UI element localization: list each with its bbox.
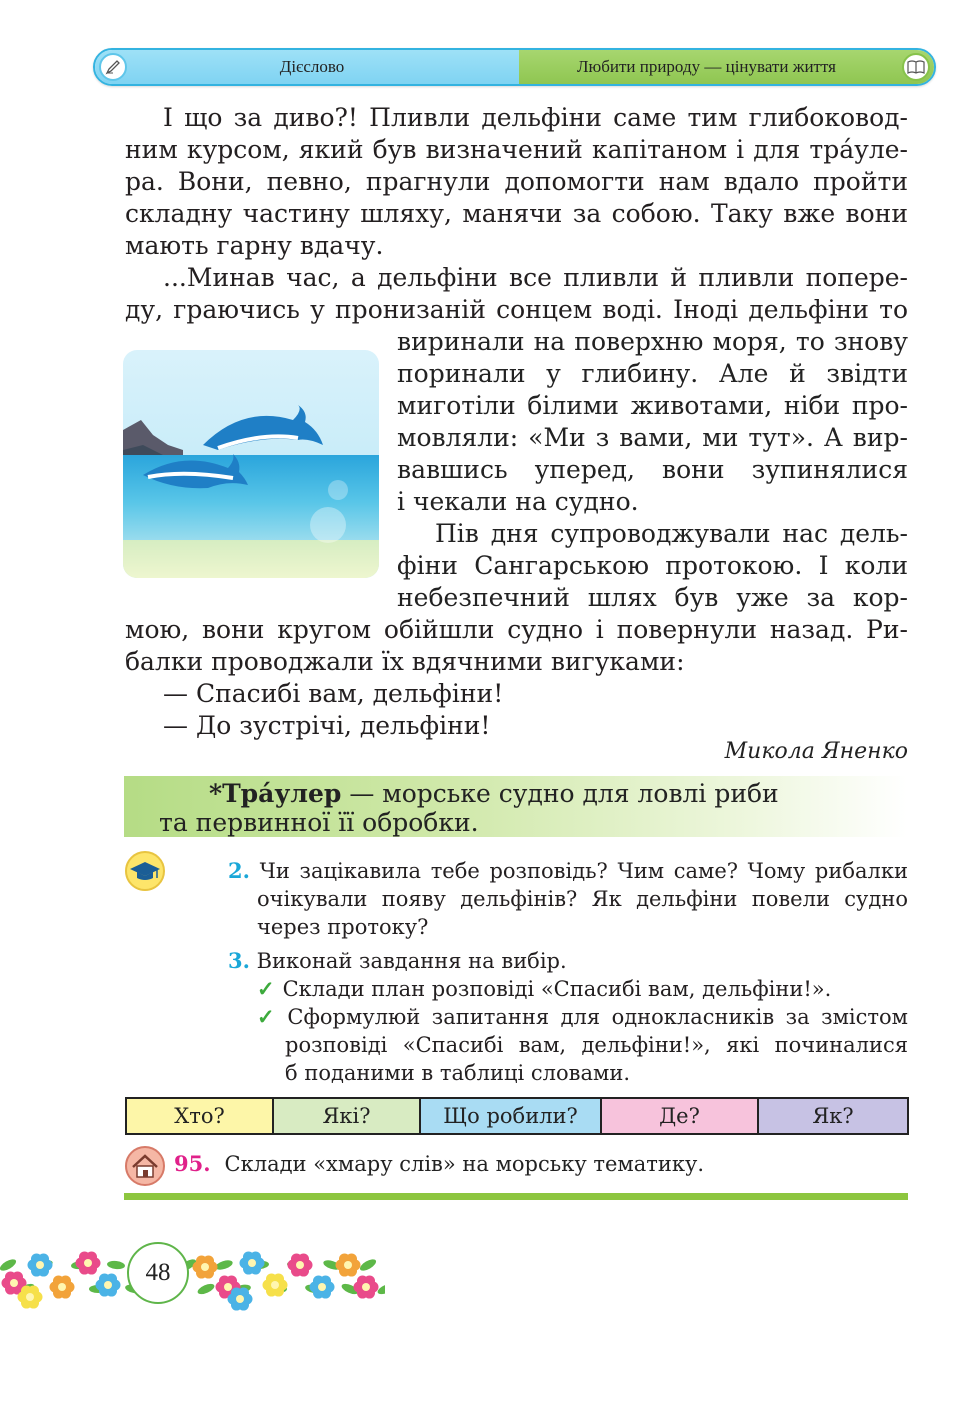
header-bar (93, 48, 936, 86)
task-3-sub-2-line-1: ✓ Сформулюй запитання для однокласників за змістом (257, 1004, 908, 1029)
table-cell: Хто? (127, 1099, 274, 1133)
check-icon: ✓ (257, 1004, 280, 1029)
task-3-sub-2-line-3: б поданими в таблиці словами. (285, 1061, 631, 1085)
leaf-shape (107, 1260, 126, 1270)
question-words-table (125, 1097, 909, 1135)
text-line: складну частину шляху, манячи за собою. Таку вже вони (125, 199, 908, 228)
header-right (519, 50, 934, 84)
flower-shape (288, 1253, 313, 1276)
text-line: ним курсом, який був визначений капітаном і для тра́уле- (125, 135, 908, 164)
glossary-line-2: та первинної її обробки. (159, 808, 479, 837)
task-2-line-2: очікували появу дельфінів? Як дельфіни повели судно (257, 887, 908, 911)
flower-shape (336, 1253, 361, 1276)
dialog-line: — Спасибі вам, дельфіни! (163, 679, 504, 708)
flower-shape (96, 1273, 121, 1296)
story-text-bottom (125, 614, 908, 742)
dolphins-illustration (123, 350, 379, 578)
text-line: мою, вони кругом обійшли судно і повернули назад. Ри- (125, 615, 908, 644)
exercise-text: Склади «хмару слів» на морську тематику. (224, 1152, 705, 1176)
text-line: і чекали на судно. (397, 487, 639, 516)
exercise-number: 95. (174, 1151, 211, 1176)
pen-icon (99, 53, 127, 81)
text-line: балки проводжали їх вдячними вигуками: (125, 647, 685, 676)
text-line: виринали на поверхню моря, то знову (397, 327, 908, 356)
text-line: небезпечний шлях був уже за кор- (397, 583, 908, 612)
glossary-line-1 (209, 779, 779, 809)
text-line: поринали у глибину. Але й звідти (397, 359, 908, 388)
leaf-shape (358, 1257, 378, 1273)
flower-garland-decoration (0, 1235, 385, 1315)
task-3-line: 3. Виконай завдання на вибір. (228, 948, 567, 973)
table-cell: Що робили? (421, 1099, 602, 1133)
header-unit-title: Любити природу — цінувати життя (576, 57, 836, 76)
text-line: ...Минав час, а дельфіни все пливли й пливли попере- (163, 263, 908, 292)
flower-shape (76, 1251, 101, 1274)
flower-shape (263, 1273, 288, 1296)
task-number: 3. (228, 948, 250, 973)
text-line: миготіли білими животами, ніби про- (397, 391, 908, 420)
leaf-shape (0, 1257, 18, 1273)
green-divider (124, 1193, 908, 1200)
graduation-cap-icon (124, 850, 166, 892)
text-line: Пів дня супроводжували нас дель- (435, 519, 908, 548)
leaf-shape (196, 1282, 216, 1297)
flower-shape (240, 1251, 265, 1274)
leaf-shape (214, 1258, 234, 1271)
task-number: 2. (228, 858, 250, 883)
check-icon: ✓ (257, 976, 275, 1001)
flower-shape (28, 1253, 53, 1276)
book-icon (902, 53, 930, 81)
task-2-line-1: 2. Чи зацікавила тебе розповідь? Чим саме? Чому рибалки (228, 858, 908, 883)
table-cell: Які? (274, 1099, 421, 1133)
story-text-wrapped (397, 326, 908, 614)
exercise-95 (174, 1151, 704, 1176)
header-section-title: Дієслово (279, 57, 345, 76)
text-line: мають гарну вдачу. (125, 231, 384, 260)
task-2 (228, 857, 908, 1087)
glossary-definition: — морське судно для ловлі риби (341, 779, 779, 808)
flower-shape (193, 1255, 218, 1278)
page-number: 48 (127, 1242, 189, 1304)
text-line: І що за диво?! Пливли дельфіни саме тим глибоковод- (163, 103, 908, 132)
table-cell: Де? (602, 1099, 759, 1133)
story-text-top (125, 102, 908, 326)
flower-shape (354, 1275, 379, 1298)
glossary-term: *Тра́улер (209, 779, 342, 808)
home-icon (124, 1145, 166, 1187)
dialog-line: — До зустрічі, дельфіни! (163, 711, 491, 740)
author-name: Микола Яненко (724, 739, 908, 764)
flower-shape (50, 1275, 75, 1298)
text-line: фіни Сангарською протокою. І коли (397, 551, 908, 580)
glossary-box (124, 776, 907, 837)
text-line: ра. Вони, певно, прагнули допомогти нам вдало пройти (125, 167, 908, 196)
header-left (95, 50, 519, 84)
text-line: мовляли: «Ми з вами, ми тут». А вир- (397, 423, 908, 452)
text-line: ду, граючись у пронизаній сонцем воді. Іноді дельфіни то (125, 295, 908, 324)
flower-shape (310, 1275, 335, 1298)
task-3-sub-1: ✓ Склади план розповіді «Спасибі вам, дельфіни!». (257, 976, 832, 1001)
task-2-line-3: через протоку? (257, 915, 429, 939)
task-3-sub-2-line-2: розповіді «Спасибі вам, дельфіни!», які починалися (285, 1033, 908, 1057)
table-cell: Як? (759, 1099, 907, 1133)
text-line: вавшись уперед, вони зупинялися (397, 455, 908, 484)
